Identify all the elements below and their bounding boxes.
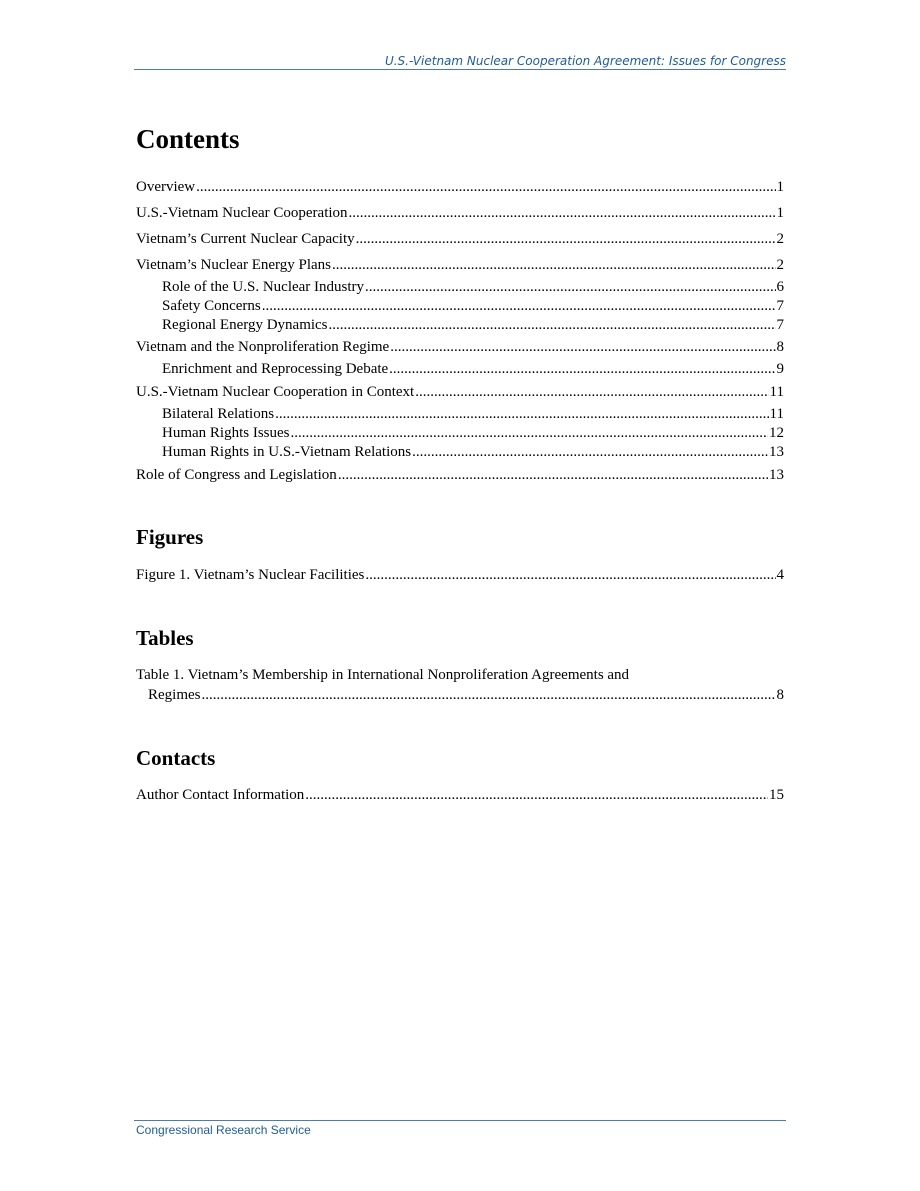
toc-entry-title: Figure 1. Vietnam’s Nuclear Facilities <box>136 567 365 583</box>
toc-subentry[interactable] <box>162 405 784 423</box>
toc-entry-page: 7 <box>776 317 784 333</box>
leader-dots <box>329 316 776 334</box>
toc-entry-title: U.S.-Vietnam Nuclear Cooperation <box>136 205 348 221</box>
header-rule <box>134 69 786 70</box>
toc-subentry[interactable] <box>162 278 784 296</box>
toc-entry-page: 11 <box>769 406 784 422</box>
leader-dots <box>262 297 776 315</box>
toc-subentry[interactable] <box>162 360 784 378</box>
toc-entry[interactable] <box>136 383 784 401</box>
toc-entry[interactable] <box>136 256 784 274</box>
contact-entry[interactable] <box>136 786 784 804</box>
toc-entry[interactable] <box>136 178 784 196</box>
toc-entry[interactable] <box>136 466 784 484</box>
toc-entry-page: 4 <box>776 567 784 583</box>
toc-entry-title: Author Contact Information <box>136 787 305 803</box>
leader-dots <box>349 204 776 222</box>
table-entry[interactable] <box>148 686 784 704</box>
toc-entry-page: 1 <box>776 179 784 195</box>
toc-entry-title: Human Rights in U.S.-Vietnam Relations <box>162 444 412 460</box>
toc-subentry[interactable] <box>162 424 784 442</box>
toc-entry-title: Overview <box>136 179 196 195</box>
figures-heading: Figures <box>136 525 204 549</box>
toc-entry-title: Regimes <box>148 687 201 703</box>
toc-entry-title: Human Rights Issues <box>162 425 290 441</box>
toc-entry[interactable] <box>136 230 784 248</box>
toc-entry-page: 13 <box>769 467 784 483</box>
toc-entry-title: Role of Congress and Legislation <box>136 467 337 483</box>
leader-dots <box>412 443 768 461</box>
toc-entry-title: Vietnam and the Nonproliferation Regime <box>136 339 390 355</box>
toc-entry-title: Bilateral Relations <box>162 406 275 422</box>
tables-heading: Tables <box>136 626 194 650</box>
footer-text: Congressional Research Service <box>136 1123 311 1137</box>
toc-entry-title: Vietnam’s Nuclear Energy Plans <box>136 257 332 273</box>
toc-entry-page: 1 <box>776 205 784 221</box>
leader-dots <box>389 360 775 378</box>
toc-subentry[interactable] <box>162 297 784 315</box>
leader-dots <box>390 338 775 356</box>
leader-dots <box>415 383 768 401</box>
leader-dots <box>356 230 776 248</box>
toc-entry-page: 9 <box>776 361 784 377</box>
table-entry-title-line1[interactable]: Table 1. Vietnam’s Membership in International Nonproliferation Agreements and <box>136 667 630 683</box>
leader-dots <box>332 256 775 274</box>
toc-entry-title: Vietnam’s Current Nuclear Capacity <box>136 231 355 247</box>
contacts-heading: Contacts <box>136 746 216 770</box>
leader-dots <box>365 278 775 296</box>
leader-dots <box>365 566 775 584</box>
toc-entry[interactable] <box>136 338 784 356</box>
running-header: U.S.-Vietnam Nuclear Cooperation Agreement: Issues for Congress <box>384 54 786 68</box>
toc-entry-title: Regional Energy Dynamics <box>162 317 328 333</box>
toc-entry-title: U.S.-Vietnam Nuclear Cooperation in Context <box>136 384 415 400</box>
toc-entry-page: 8 <box>776 339 784 355</box>
leader-dots <box>338 466 768 484</box>
toc-entry-title: Enrichment and Reprocessing Debate <box>162 361 389 377</box>
contents-heading: Contents <box>136 124 240 154</box>
leader-dots <box>291 424 769 442</box>
toc-entry-page: 2 <box>776 257 784 273</box>
toc-entry-page: 15 <box>769 787 784 803</box>
toc-entry-page: 2 <box>776 231 784 247</box>
toc-entry[interactable] <box>136 204 784 222</box>
toc-entry-page: 13 <box>769 444 784 460</box>
toc-entry-title: Role of the U.S. Nuclear Industry <box>162 279 365 295</box>
leader-dots <box>196 178 775 196</box>
toc-entry-page: 7 <box>776 298 784 314</box>
toc-entry-page: 8 <box>776 687 784 703</box>
toc-subentry[interactable] <box>162 443 784 461</box>
leader-dots <box>202 686 776 704</box>
footer-rule <box>134 1120 786 1121</box>
leader-dots <box>275 405 768 423</box>
toc-subentry[interactable] <box>162 316 784 334</box>
toc-entry-page: 12 <box>769 425 784 441</box>
figure-entry[interactable] <box>136 566 784 584</box>
toc-entry-title: Safety Concerns <box>162 298 261 314</box>
toc-entry-page: 6 <box>776 279 784 295</box>
leader-dots <box>305 786 768 804</box>
toc-entry-page: 11 <box>769 384 784 400</box>
